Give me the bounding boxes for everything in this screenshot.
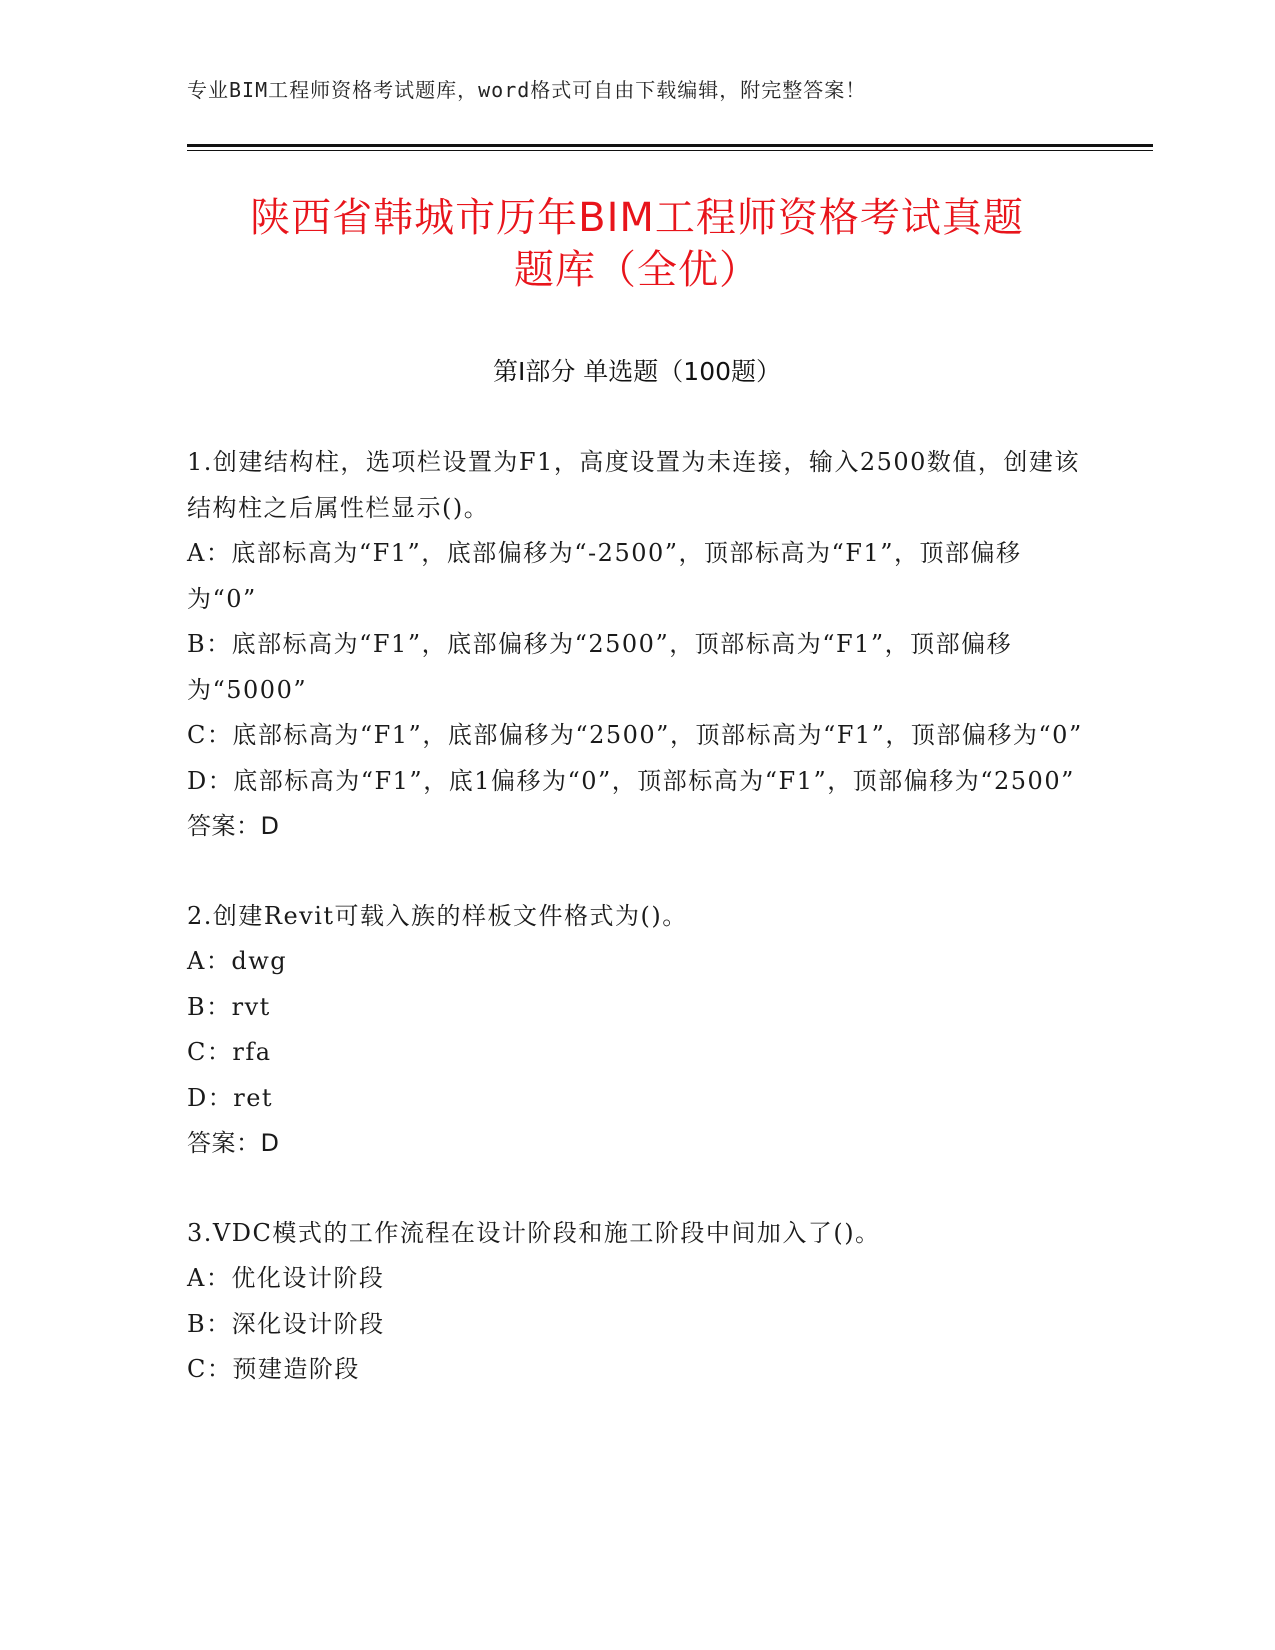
document-title-line1: 陕西省韩城市历年BIM工程师资格考试真题 bbox=[250, 195, 1024, 241]
option-b: B：rvt bbox=[187, 992, 271, 1021]
question-2 bbox=[187, 894, 1087, 1167]
option-a: A：优化设计阶段 bbox=[187, 1264, 385, 1292]
option-c: C：底部标高为“F1”，底部偏移为“2500”，顶部标高为“F1”，顶部偏移为“0” bbox=[187, 721, 1083, 749]
option-a: A：dwg bbox=[187, 947, 288, 975]
question-stem: 1.创建结构柱，选项栏设置为F1，高度设置为未连接，输入2500数值，创建该结构柱之后属性栏显示()。 bbox=[187, 448, 1080, 522]
document-title bbox=[187, 192, 1087, 296]
section-heading: 第Ⅰ部分 单选题（100题） bbox=[492, 357, 782, 386]
option-c: C：rfa bbox=[187, 1038, 272, 1066]
question-list bbox=[187, 440, 1087, 1437]
header-divider-thin bbox=[187, 150, 1153, 151]
answer: 答案：D bbox=[187, 812, 280, 840]
option-d: D：ret bbox=[187, 1083, 274, 1112]
header-divider-thick bbox=[187, 144, 1153, 147]
document-title-line2: 题库（全优） bbox=[514, 247, 760, 293]
option-c: C：预建造阶段 bbox=[187, 1355, 360, 1383]
option-b: B：底部标高为“F1”，底部偏移为“2500”，顶部标高为“F1”，顶部偏移为“5000” bbox=[187, 630, 1013, 704]
header-note: 专业BIM工程师资格考试题库，word格式可自由下载编辑，附完整答案！ bbox=[187, 78, 867, 102]
option-b: B：深化设计阶段 bbox=[187, 1309, 385, 1338]
answer: 答案：D bbox=[187, 1129, 280, 1157]
question-stem: 2.创建Revit可载入族的样板文件格式为()。 bbox=[187, 901, 688, 930]
question-1 bbox=[187, 440, 1087, 850]
option-a: A：底部标高为“F1”，底部偏移为“-2500”，顶部标高为“F1”，顶部偏移为“0” bbox=[187, 539, 1022, 613]
question-3 bbox=[187, 1211, 1087, 1393]
question-stem: 3.VDC模式的工作流程在设计阶段和施工阶段中间加入了()。 bbox=[187, 1218, 881, 1247]
option-d: D：底部标高为“F1”，底1偏移为“0”，顶部标高为“F1”，顶部偏移为“2500” bbox=[187, 766, 1075, 795]
